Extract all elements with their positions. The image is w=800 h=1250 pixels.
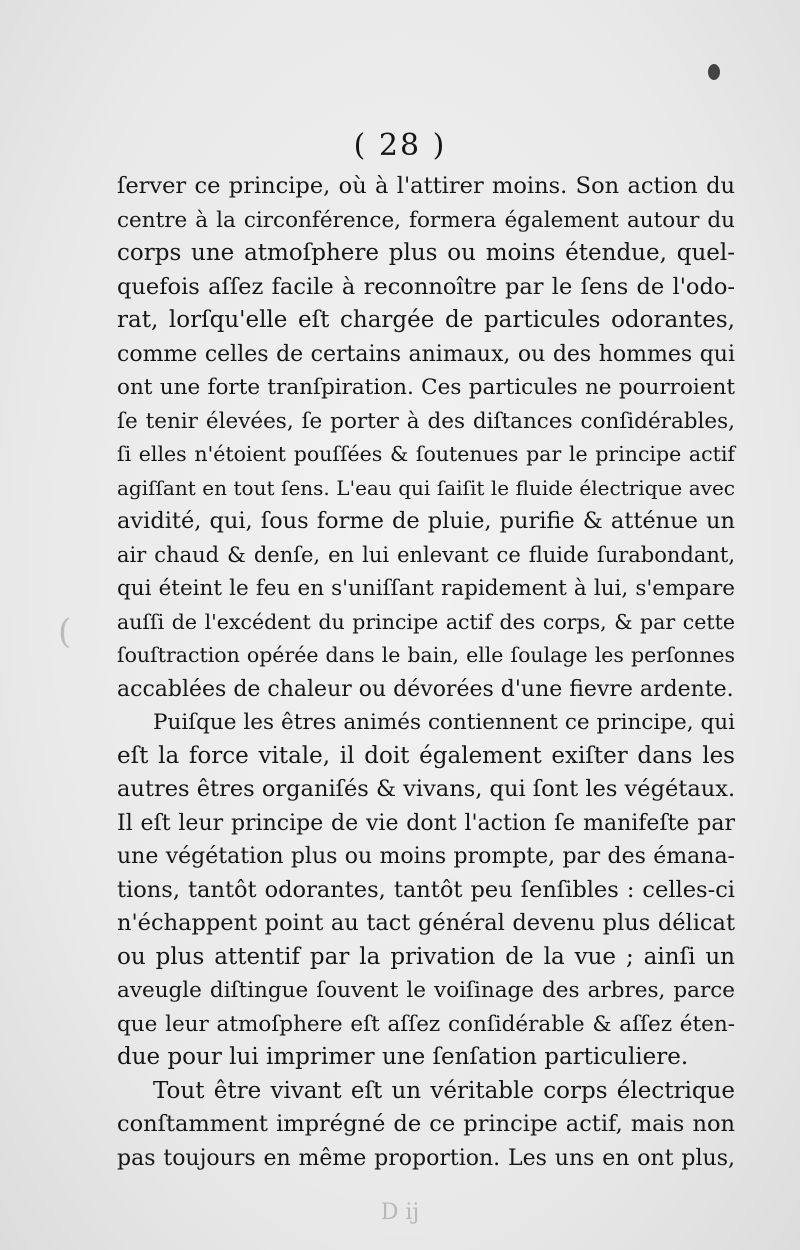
- text-line: tions, tantôt odorantes, tantôt peu ſenſibles : celles-ci: [117, 876, 735, 903]
- text-line: ſerver ce principe, où à l'attirer moins. Son action du: [117, 173, 735, 199]
- text-line: conſtamment imprégné de ce principe actif, mais non: [117, 1111, 735, 1137]
- text-line: air chaud & denſe, en lui enlevant ce fluide ſurabondant,: [117, 542, 735, 567]
- text-line: que leur atmoſphere eſt aſſez conſidérable & aſſez éten-: [117, 1011, 735, 1037]
- page-number: ( 28 ): [353, 128, 447, 163]
- text-line: comme celles de certains animaux, ou des hommes qui: [117, 341, 735, 367]
- text-line: accablées de chaleur ou dévorées d'une fievre ardente.: [117, 676, 734, 702]
- margin-mark: (: [58, 612, 72, 652]
- text-line: ſi elles n'étoient pouſſées & ſoutenues par le principe actif: [117, 442, 735, 466]
- text-line: ou plus attentif par la privation de la vue ; ainſi un: [117, 943, 735, 970]
- text-line: qui éteint le feu en s'uniſſant rapidement à lui, s'empare: [117, 576, 735, 601]
- paragraph: [117, 1075, 735, 1176]
- text-line: pas toujours en même proportion. Les uns en ont plus,: [117, 1145, 735, 1171]
- text-line: aveugle diſtingue ſouvent le voiſinage des arbres, parce: [117, 978, 735, 1003]
- text-line: eſt la force vitale, il doit également exiſter dans les: [117, 742, 735, 769]
- text-line: quefois aſſez facile à reconnoître par le ſens de l'odo-: [117, 273, 735, 300]
- ink-speck: [708, 64, 720, 80]
- body-text: [117, 170, 735, 1175]
- text-line: Tout être vivant eſt un véritable corps électrique: [153, 1077, 735, 1104]
- text-line: centre à la circonférence, formera également autour du: [117, 207, 735, 233]
- text-line: due pour lui imprimer une ſenſation particuliere.: [117, 1044, 689, 1070]
- text-line: une végétation plus ou moins prompte, par des émana-: [117, 844, 735, 869]
- paragraph: [117, 170, 735, 706]
- text-line: autres êtres organiſés & vivans, qui ſont les végétaux.: [117, 776, 736, 802]
- text-line: corps une atmoſphere plus ou moins étendue, quel-: [117, 240, 735, 266]
- text-line: Puiſque les êtres animés contiennent ce principe, qui: [153, 710, 735, 735]
- text-line: agiſſant en tout ſens. L'eau qui ſaiſit le fluide électrique avec: [117, 475, 735, 500]
- text-line: avidité, qui, ſous forme de pluie, purifie & atténue un: [117, 508, 735, 534]
- text-line: ont une forte tranſpiration. Ces particules ne pourroient: [117, 375, 735, 400]
- paragraph: [117, 706, 735, 1075]
- text-line: Il eſt leur principe de vie dont l'action ſe manifeſte par: [117, 810, 735, 836]
- text-line: ſe tenir élevées, ſe porter à des diſtances conſidérables,: [117, 408, 735, 434]
- text-line: n'échappent point au tact général devenu plus délicat: [117, 910, 735, 936]
- text-line: ſouſtraction opérée dans le bain, elle ſoulage les perſonnes: [117, 643, 735, 667]
- text-line: auſſi de l'excédent du principe actif des corps, & par cette: [117, 609, 735, 634]
- signature-mark: D ij: [380, 1200, 420, 1225]
- text-line: rat, lorſqu'elle eſt chargée de particules odorantes,: [117, 307, 735, 333]
